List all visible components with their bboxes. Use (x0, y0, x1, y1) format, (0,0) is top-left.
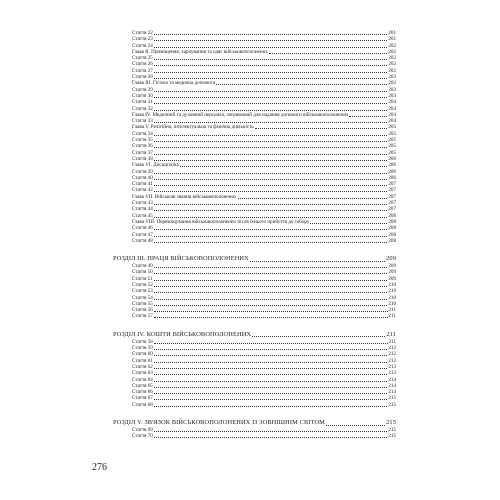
toc-entry-label: Стаття 45 (132, 212, 153, 219)
toc-dot-leader (154, 431, 388, 432)
toc-entry-label: Стаття 35 (132, 137, 153, 144)
toc-dot-leader (154, 217, 388, 218)
toc-section-entry[interactable] (113, 330, 396, 339)
toc-entry-page: 206 (388, 155, 396, 162)
toc-dot-leader (154, 355, 388, 356)
toc-entry-page: 208 (388, 212, 396, 219)
toc-dot-leader (326, 425, 385, 426)
toc-entry-label: Стаття 29 (132, 86, 153, 93)
toc-dot-leader (154, 299, 388, 300)
toc-entry-label: Стаття 36 (132, 143, 153, 150)
toc-dot-leader (154, 437, 388, 438)
toc-dot-leader (154, 381, 388, 382)
toc-dot-leader (154, 343, 388, 344)
toc-dot-leader (154, 110, 388, 111)
toc-dot-leader (154, 393, 388, 394)
toc-dot-leader (154, 185, 388, 186)
toc-dot-leader (154, 362, 388, 363)
toc-dot-leader (349, 116, 387, 117)
toc-dot-leader (154, 78, 388, 79)
toc-entry-label: Стаття 26 (132, 61, 153, 68)
toc-dot-leader (154, 229, 388, 230)
toc-dot-leader (154, 59, 388, 60)
toc-entry-label: Стаття 40 (132, 174, 153, 181)
toc-dot-leader (154, 40, 388, 41)
toc-entry-page: 215 (386, 419, 396, 427)
toc-dot-leader (154, 160, 388, 161)
toc-entry-page: 209 (388, 269, 396, 276)
toc-entry-page: 203 (388, 92, 396, 99)
toc-entry-page: 215 (388, 427, 396, 434)
toc-entry-page: 204 (388, 105, 396, 112)
toc-dot-leader (154, 65, 388, 66)
toc-entry-label: Стаття 68 (132, 401, 153, 408)
toc-article-entry[interactable] (113, 433, 396, 439)
toc-entry-page: 215 (388, 433, 396, 440)
toc-entry-label: РОЗДІЛ IV. КОШТИ ВІЙСЬКОВОПОЛОНЕНИХ (113, 330, 252, 338)
toc-dot-leader (154, 204, 388, 205)
toc-entry-page: 214 (388, 382, 396, 389)
toc-dot-leader (154, 311, 388, 312)
toc-dot-leader (154, 191, 388, 192)
toc-entry-label: Стаття 30 (132, 92, 153, 99)
page-number: 276 (92, 462, 107, 473)
toc-dot-leader (154, 91, 388, 92)
toc-dot-leader (269, 53, 388, 54)
toc-entry-label: Стаття 65 (132, 382, 153, 389)
toc-entry-label: Стаття 60 (132, 351, 153, 358)
toc-entry-label: Стаття 33 (132, 118, 153, 125)
toc-entry-page: 209 (388, 275, 396, 282)
toc-entry-label: Глава V. Релігійна, інтелектуальна та фізична діяльність (132, 124, 254, 131)
toc-entry-page: 203 (388, 86, 396, 93)
toc-dot-leader (154, 317, 388, 318)
toc-dot-leader (310, 223, 387, 224)
toc-entry-label: Стаття 46 (132, 225, 153, 232)
toc-entry-page: 210 (388, 294, 396, 301)
toc-entry-label: Стаття 32 (132, 105, 153, 112)
toc-entry-page: 207 (388, 181, 396, 188)
toc-entry-page: 210 (388, 288, 396, 295)
toc-entry-page: 202 (388, 42, 396, 49)
toc-entry-page: 214 (388, 389, 396, 396)
toc-dot-leader (154, 147, 388, 148)
toc-dot-leader (154, 349, 388, 350)
toc-entry-page: 205 (388, 130, 396, 137)
table-of-contents (113, 30, 396, 440)
toc-entry-page: 207 (388, 193, 396, 200)
toc-entry-label: Стаття 31 (132, 99, 153, 106)
toc-entry-label: Стаття 55 (132, 300, 153, 307)
toc-entry-label: Стаття 62 (132, 363, 153, 370)
toc-section-entry[interactable] (113, 418, 396, 427)
toc-entry-label: Стаття 64 (132, 376, 153, 383)
toc-dot-leader (154, 406, 388, 407)
toc-dot-leader (154, 103, 388, 104)
toc-dot-leader (154, 135, 388, 136)
toc-entry-page: 205 (388, 124, 396, 131)
toc-dot-leader (154, 210, 388, 211)
toc-entry-page: 211 (388, 338, 396, 345)
toc-entry-page: 209 (388, 263, 396, 270)
toc-entry-label: Стаття 28 (132, 74, 153, 81)
toc-entry-label: РОЗДІЛ V. ЗВ'ЯЗОК ВІЙСЬКОВОПОЛОНЕНИХ ІЗ ЗОВНІШНІМ СВІТОМ (113, 419, 325, 427)
toc-entry-page: 203 (388, 80, 396, 87)
toc-entry-page: 213 (388, 370, 396, 377)
toc-entry-label: Стаття 39 (132, 168, 153, 175)
toc-entry-page: 204 (388, 118, 396, 125)
toc-dot-leader (154, 292, 388, 293)
toc-dot-leader (252, 336, 385, 337)
toc-entry-page: 208 (388, 225, 396, 232)
toc-entry-page: 206 (388, 174, 396, 181)
toc-entry-label: Стаття 50 (132, 269, 153, 276)
toc-entry-page: 205 (388, 149, 396, 156)
toc-entry-page: 204 (388, 99, 396, 106)
toc-entry-page: 215 (388, 395, 396, 402)
toc-entry-label: РОЗДІЛ III. ПРАЦЯ ВІЙСЬКОВОПОЛОНЕНИХ (113, 255, 249, 263)
toc-entry-page: 212 (388, 345, 396, 352)
toc-entry-label: Глава VII. Військові звання військовополонених (132, 193, 237, 200)
toc-entry-page: 206 (388, 168, 396, 175)
toc-dot-leader (255, 128, 388, 129)
toc-dot-leader (154, 122, 388, 123)
toc-entry-label: Стаття 27 (132, 67, 153, 74)
toc-entry-page: 211 (388, 307, 396, 314)
toc-entry-page: 207 (388, 200, 396, 207)
section-gap (113, 408, 396, 418)
toc-dot-leader (154, 374, 388, 375)
toc-entry-page: 201 (388, 30, 396, 36)
toc-dot-leader (154, 97, 388, 98)
section-gap (113, 320, 396, 330)
toc-entry-page: 203 (388, 74, 396, 81)
toc-entry-page: 210 (388, 281, 396, 288)
toc-entry-page: 205 (388, 143, 396, 150)
toc-entry-label: Стаття 54 (132, 294, 153, 301)
toc-entry-label: Стаття 37 (132, 149, 153, 156)
toc-dot-leader (238, 198, 388, 199)
toc-entry-page: 208 (388, 218, 396, 225)
toc-dot-leader (154, 368, 388, 369)
toc-entry-label: Стаття 38 (132, 155, 153, 162)
toc-entry-label: Глава IV. Медичний та духовний персонал, затриманий для надання допомоги військовополоненим (132, 112, 348, 119)
toc-entry-page: 212 (388, 351, 396, 358)
toc-entry-label: Стаття 48 (132, 237, 153, 244)
toc-entry-label: Стаття 49 (132, 263, 153, 270)
toc-dot-leader (154, 267, 388, 268)
toc-entry-label: Стаття 57 (132, 313, 153, 320)
toc-entry-page: 210 (388, 300, 396, 307)
toc-entry-label: Стаття 24 (132, 42, 153, 49)
toc-entry-page: 207 (388, 206, 396, 213)
toc-entry-page: 202 (388, 67, 396, 74)
toc-entry-page: 202 (388, 55, 396, 62)
toc-entry-label: Стаття 52 (132, 281, 153, 288)
toc-entry-page: 212 (388, 357, 396, 364)
toc-entry-label: Стаття 70 (132, 433, 153, 440)
toc-dot-leader (154, 72, 388, 73)
toc-entry-page: 213 (388, 363, 396, 370)
toc-entry-label: Стаття 67 (132, 395, 153, 402)
toc-entry-label: Стаття 69 (132, 427, 153, 434)
toc-dot-leader (154, 236, 388, 237)
toc-entry-label: Стаття 53 (132, 288, 153, 295)
toc-dot-leader (154, 387, 388, 388)
toc-dot-leader (180, 166, 388, 167)
toc-entry-page: 202 (388, 61, 396, 68)
toc-dot-leader (154, 399, 388, 400)
toc-dot-leader (216, 84, 387, 85)
toc-entry-page: 201 (388, 36, 396, 43)
section-gap (113, 244, 396, 254)
toc-entry-label: Стаття 66 (132, 389, 153, 396)
toc-entry-label: Стаття 61 (132, 357, 153, 364)
toc-dot-leader (154, 34, 388, 35)
toc-dot-leader (250, 261, 385, 262)
toc-dot-leader (154, 305, 388, 306)
toc-entry-label: Стаття 23 (132, 36, 153, 43)
toc-entry-page: 211 (388, 313, 396, 320)
toc-entry-label: Глава II. Приміщення, харчування та одяг військовополонених (132, 48, 268, 55)
toc-dot-leader (154, 154, 388, 155)
toc-entry-page: 202 (388, 48, 396, 55)
toc-dot-leader (154, 173, 388, 174)
toc-entry-page: 204 (388, 111, 396, 118)
toc-dot-leader (154, 179, 388, 180)
toc-section-entry[interactable] (113, 254, 396, 263)
toc-entry-page: 208 (388, 237, 396, 244)
toc-entry-page: 206 (388, 162, 396, 169)
toc-dot-leader (154, 242, 388, 243)
toc-dot-leader (154, 280, 388, 281)
toc-entry-label: Стаття 25 (132, 55, 153, 62)
toc-entry-label: Стаття 43 (132, 200, 153, 207)
toc-entry-label: Стаття 59 (132, 345, 153, 352)
toc-entry-page: 209 (386, 255, 396, 263)
toc-entry-page: 214 (388, 376, 396, 383)
toc-entry-page: 205 (388, 137, 396, 144)
toc-dot-leader (154, 273, 388, 274)
toc-entry-label: Стаття 44 (132, 206, 153, 213)
toc-entry-page: 207 (388, 187, 396, 194)
toc-entry-label: Глава VIII. Переміщування військовополонених після їхнього прибуття до табору (132, 218, 310, 225)
toc-entry-label: Глава III. Гігієна та медична допомога (132, 80, 215, 87)
toc-entry-page: 208 (388, 231, 396, 238)
toc-entry-label: Стаття 51 (132, 275, 153, 282)
toc-entry-label: Стаття 41 (132, 181, 153, 188)
toc-entry-label: Стаття 42 (132, 187, 153, 194)
toc-entry-label: Стаття 58 (132, 338, 153, 345)
toc-entry-page: 211 (386, 330, 396, 338)
toc-entry-label: Стаття 22 (132, 30, 153, 36)
toc-entry-page: 215 (388, 401, 396, 408)
toc-entry-label: Глава VI. Дисципліна (132, 162, 179, 169)
toc-dot-leader (154, 286, 388, 287)
toc-entry-label: Стаття 47 (132, 231, 153, 238)
toc-dot-leader (154, 47, 388, 48)
toc-entry-label: Стаття 34 (132, 130, 153, 137)
toc-entry-label: Стаття 56 (132, 307, 153, 314)
toc-dot-leader (154, 141, 388, 142)
toc-entry-label: Стаття 63 (132, 370, 153, 377)
